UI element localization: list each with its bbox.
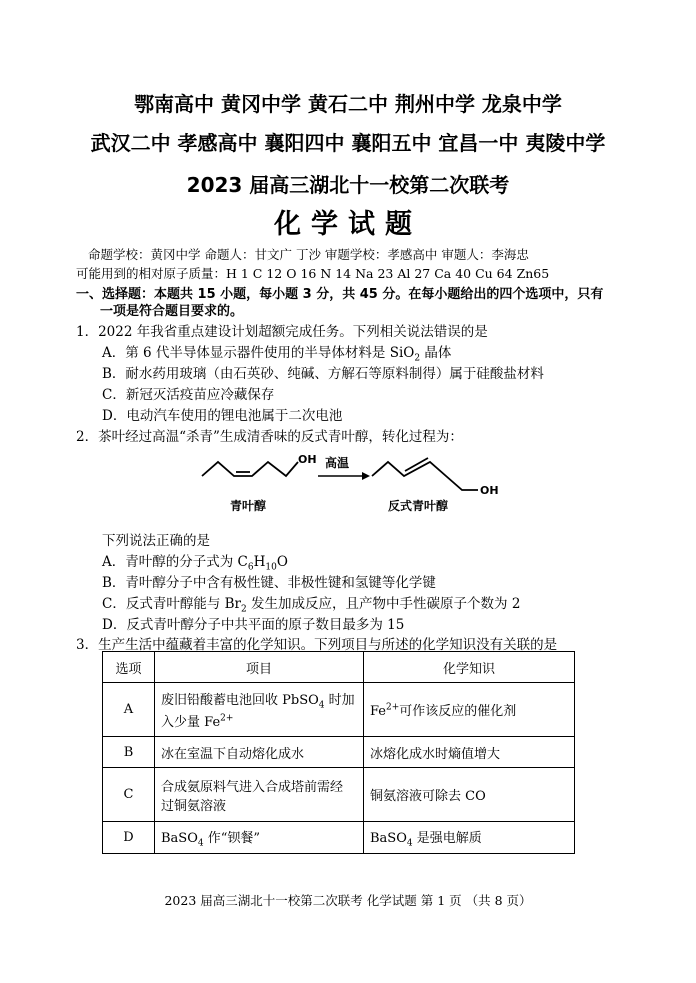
q3-table-header [103,652,575,683]
table-row [103,768,575,822]
q2-option-c: C．反式青叶醇能与 $Br_2$ 发生加成反应，且产物中手性碳原子个数为 2 [102,596,521,615]
section-heading-line-1: 一、选择题：本题共 15 小题，每小题 3 分，共 45 分。在每小题给出的四个选项中，只有 [76,287,604,302]
section-heading-line-2: 一项是符合题目要求的。 [100,304,244,319]
row-option: D [103,822,155,854]
school-list-line-1: 鄂南高中 黄冈中学 黄石二中 荆州中学 龙泉中学 [134,92,562,116]
atomic-masses-line: 可能用到的相对原子质量：H 1 C 12 O 16 N 14 Na 23 Al 27 Ca 40 Cu 64 Zn65 [76,266,550,281]
page-footer: 2023 届高三湖北十一校第二次联考 化学试题 第 1 页 （共 8 页） [164,893,532,908]
row-item: 合成氨原料气进入合成塔前需经 过铜氨溶液 [155,768,364,822]
header-knowledge: 化学知识 [364,652,575,683]
q3-stem: 3．生产生活中蕴藏着丰富的化学知识。下列项目与所述的化学知识没有关联的是 [76,637,558,653]
exam-title: 2023 届高三湖北十一校第二次联考 [186,173,510,197]
row-item: BaSO$_4$ 作“钡餐” [155,822,364,854]
row-knowledge: $Fe^{2+}$可作该反应的催化剂 [364,683,575,737]
row-item: 废旧铅酸蓄电池回收 PbSO$_4$ 时加 入少量 $Fe^{2+}$ [155,683,364,737]
q1-option-b: B．耐水药用玻璃（由石英砂、纯碱、方解石等原料制得）属于硅酸盐材料 [102,366,544,382]
reaction-arrowhead [362,472,370,480]
row-option: C [103,768,155,822]
q2-option-b: B．青叶醇分子中含有极性键、非极性键和氢键等化学键 [102,575,436,591]
authors-line: 命题学校：黄冈中学 命题人：甘文广 丁沙 审题学校：孝感高中 审题人：李海忠 [88,247,529,262]
q1-option-c: C．新冠灭活疫苗应冷藏保存 [102,387,275,403]
row-option: B [103,737,155,768]
q3-table [102,651,575,854]
header-option: 选项 [103,652,155,683]
leaf-alcohol-oh: OH [298,453,317,466]
q1-option-d: D．电动汽车使用的锂电池属于二次电池 [102,408,343,424]
q2-option-a: A．青叶醇的分子式为 $C_6H_{10}O$ [102,554,288,573]
subject-title: 化学试题 [274,209,422,240]
table-row [103,737,575,768]
q1-stem: 1．2022 年我省重点建设计划超额完成任务。下列相关说法错误的是 [76,324,488,340]
row-knowledge: 铜氨溶液可除去 CO [364,768,575,822]
leaf-alcohol-label: 青叶醇 [230,499,267,513]
table-row [103,822,575,854]
row-item: 冰在室温下自动熔化成水 [155,737,364,768]
table-row [103,683,575,737]
trans-alcohol-skeleton [372,462,478,490]
header-item: 项目 [155,652,364,683]
reaction-condition: 高温 [325,456,350,470]
row-knowledge: BaSO$_4$ 是强电解质 [364,822,575,854]
trans-alcohol-oh: OH [480,484,499,497]
reaction-diagram [190,448,510,518]
q2-prompt: 下列说法正确的是 [102,533,210,549]
q2-option-d: D．反式青叶醇分子中共平面的原子数目最多为 15 [102,617,405,633]
leaf-alcohol-skeleton [202,462,298,476]
trans-alcohol-label: 反式青叶醇 [388,499,449,513]
q2-stem: 2．茶叶经过高温“杀青”生成清香味的反式青叶醇，转化过程为： [76,429,463,445]
row-knowledge: 冰熔化成水时熵值增大 [364,737,575,768]
school-list-line-2: 武汉二中 孝感高中 襄阳四中 襄阳五中 宜昌一中 夷陵中学 [90,131,606,155]
row-option: A [103,683,155,737]
q1-option-a: A．第 6 代半导体显示器件使用的半导体材料是 SiO$_2$ 晶体 [102,345,452,364]
